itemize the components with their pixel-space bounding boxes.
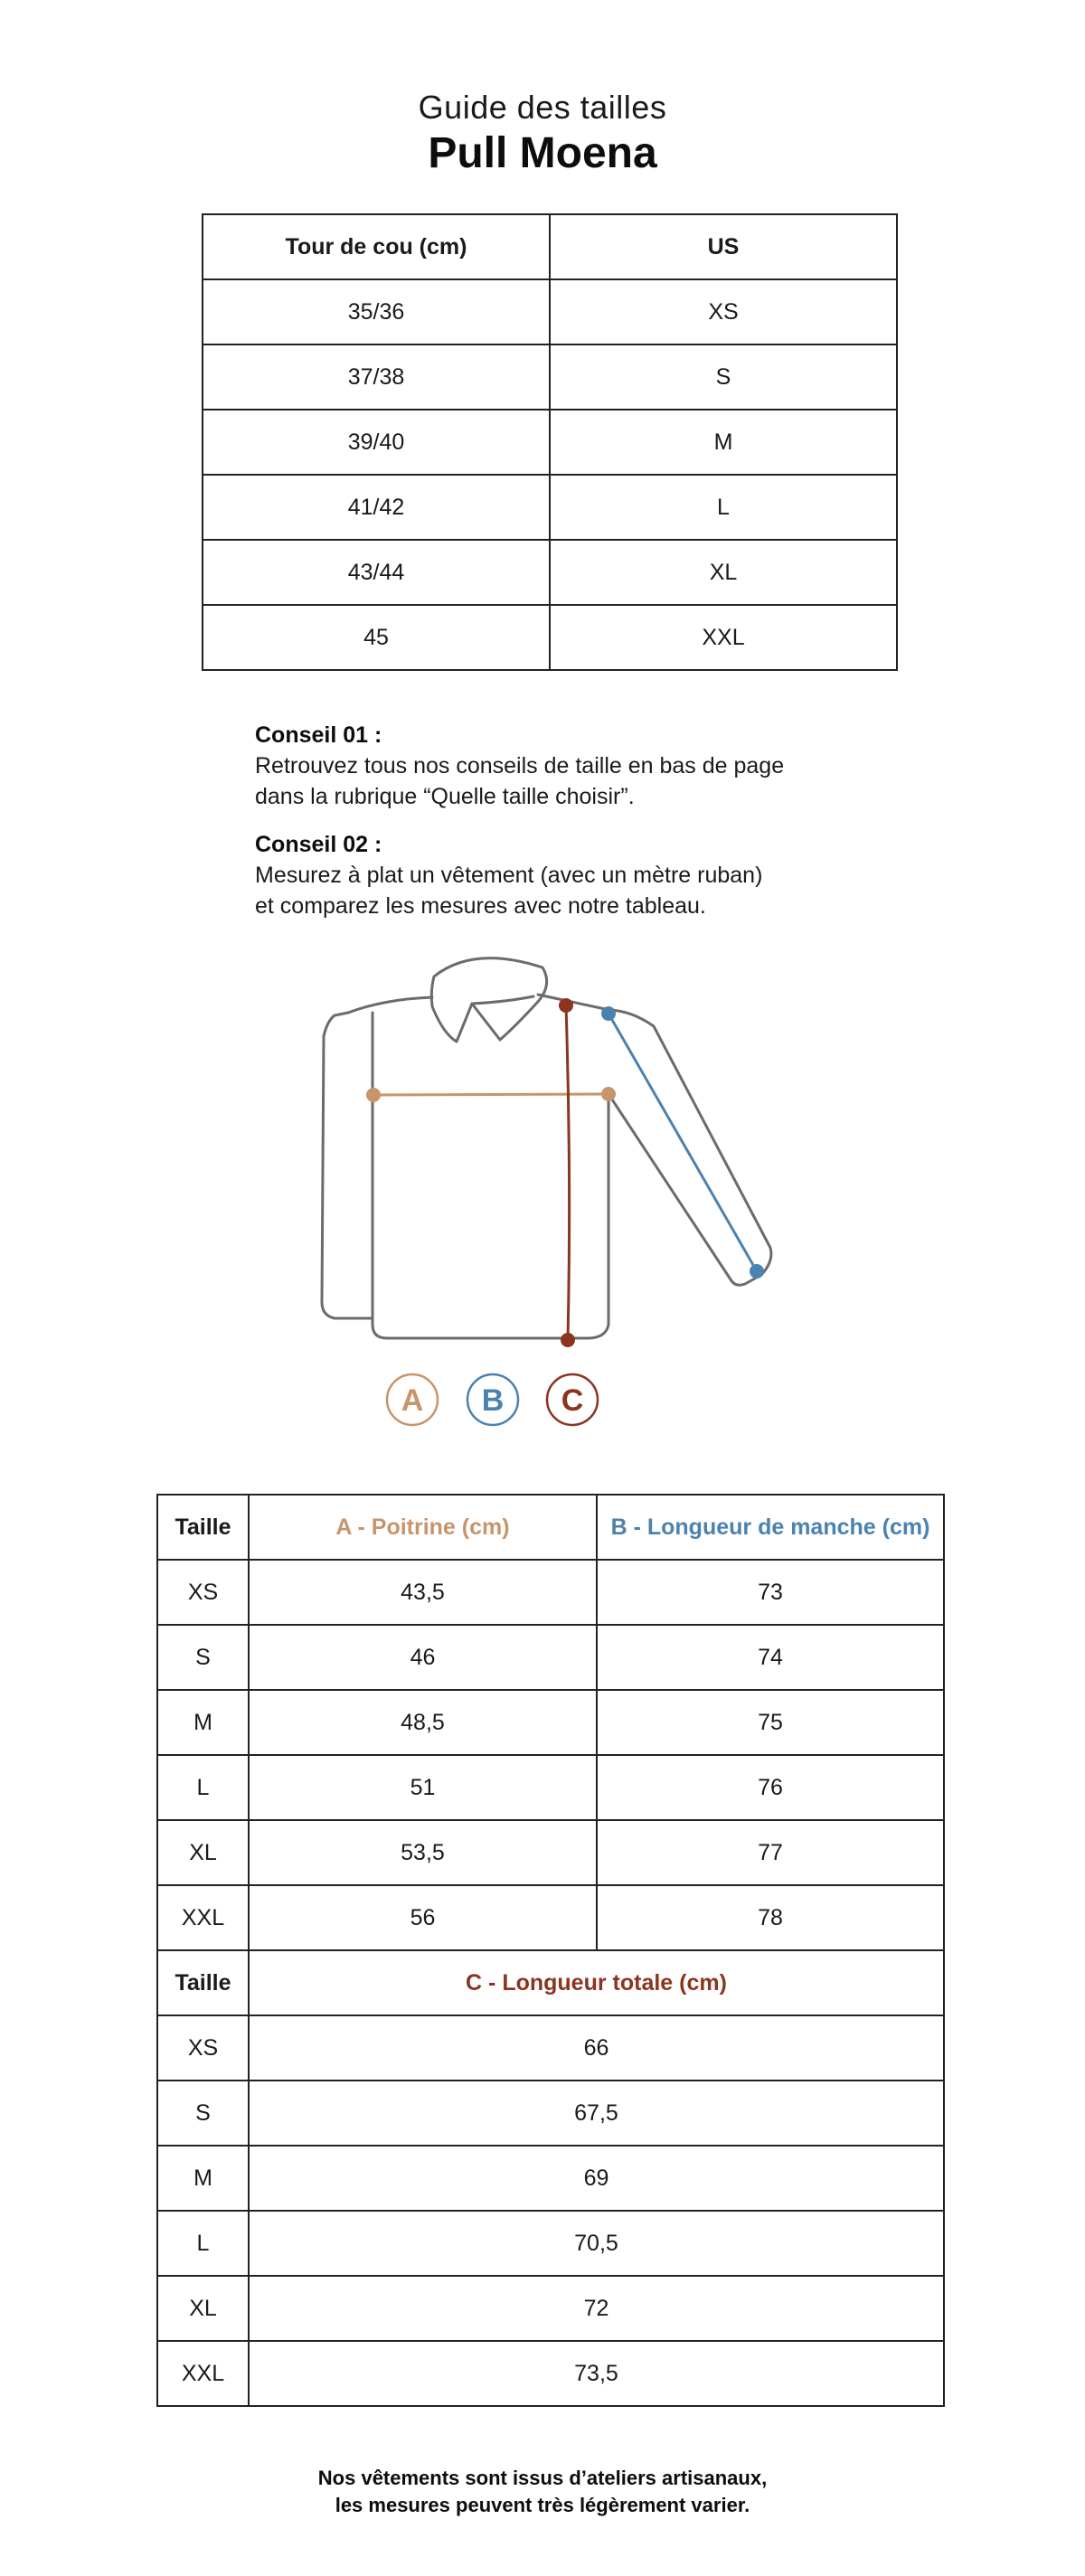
size-cell: XL [157, 1820, 249, 1885]
sleeve-cell: 74 [597, 1625, 944, 1690]
tip-title: Conseil 01 : [255, 722, 382, 748]
chest-cell: 56 [249, 1885, 597, 1950]
total-length-cell: 72 [249, 2276, 944, 2341]
table-row [157, 2341, 944, 2406]
size-cell: XS [157, 1560, 249, 1625]
sweater-measurement-diagram [307, 940, 778, 1447]
sweater-outline [322, 958, 771, 1338]
us-cell: XS [550, 279, 897, 344]
table-row [157, 2081, 944, 2146]
table-row [203, 540, 897, 605]
size-cell: S [157, 1625, 249, 1690]
table-row [157, 2146, 944, 2211]
tip-title: Conseil 02 : [255, 832, 382, 857]
chest-header: A - Poitrine (cm) [249, 1495, 597, 1560]
total-length-cell: 69 [249, 2146, 944, 2211]
measurement-table [156, 1494, 945, 2407]
chest-cell: 48,5 [249, 1690, 597, 1755]
size-cell: XS [157, 2015, 249, 2081]
neck-cell: 37/38 [203, 344, 550, 410]
size-cell: XXL [157, 1885, 249, 1950]
footer-line: Nos vêtements sont issus d’ateliers artisanaux, [317, 2467, 768, 2489]
total-length-cell: 67,5 [249, 2081, 944, 2146]
chest-cell: 51 [249, 1755, 597, 1820]
sleeve-cell: 78 [597, 1885, 944, 1950]
us-cell: XXL [550, 605, 897, 670]
tip-text: Retrouvez tous nos conseils de taille en bas de page [255, 753, 785, 778]
total-length-cell: 73,5 [249, 2341, 944, 2406]
size-cell: XXL [157, 2341, 249, 2406]
table-row [203, 605, 897, 670]
sleeve-cell: 75 [597, 1690, 944, 1755]
size-cell: XL [157, 2276, 249, 2341]
table-row [157, 1820, 944, 1885]
table-header-row [203, 214, 897, 279]
size-cell: L [157, 2211, 249, 2276]
measure-c-total-length [559, 998, 575, 1347]
table-header-row [157, 1950, 944, 2015]
legend-label-a: A [401, 1383, 424, 1418]
size-cell: L [157, 1755, 249, 1820]
neck-cell: 35/36 [203, 279, 550, 344]
chest-cell: 53,5 [249, 1820, 597, 1885]
footer-line: les mesures peuvent très légèrement varier. [335, 2494, 750, 2516]
tip-text: et comparez les mesures avec notre tableau. [255, 893, 706, 919]
tip-1 [255, 720, 888, 812]
sleeve-cell: 77 [597, 1820, 944, 1885]
chest-cell: 43,5 [249, 1560, 597, 1625]
legend-badge-a [387, 1374, 438, 1425]
table-row [157, 1625, 944, 1690]
table-row [157, 1755, 944, 1820]
table-row [157, 1885, 944, 1950]
tip-2 [255, 829, 888, 921]
neck-cell: 45 [203, 605, 550, 670]
total-length-cell: 70,5 [249, 2211, 944, 2276]
table-row [203, 410, 897, 475]
us-cell: M [550, 410, 897, 475]
guide-subtitle: Guide des tailles [418, 89, 667, 126]
table-row [203, 344, 897, 410]
us-cell: XL [550, 540, 897, 605]
total-length-header: C - Longueur totale (cm) [249, 1950, 944, 2015]
table-row [157, 1560, 944, 1625]
table-row [157, 1690, 944, 1755]
size-cell: S [157, 2081, 249, 2146]
size-cell: M [157, 1690, 249, 1755]
size-header: Taille [157, 1495, 249, 1560]
us-cell: L [550, 475, 897, 540]
table-row [157, 2015, 944, 2081]
table-row [203, 475, 897, 540]
legend-label-b: B [481, 1383, 505, 1418]
sleeve-cell: 73 [597, 1560, 944, 1625]
measure-a-chest [366, 1087, 616, 1102]
legend-label-c: C [561, 1383, 584, 1418]
table-row [157, 2211, 944, 2276]
us-header: US [550, 214, 897, 279]
measure-b-sleeve [601, 1006, 764, 1279]
tip-text: dans la rubrique “Quelle taille choisir”. [255, 784, 635, 809]
neck-size-table [202, 213, 898, 671]
sleeve-cell: 76 [597, 1755, 944, 1820]
sleeve-header: B - Longueur de manche (cm) [597, 1495, 944, 1560]
tip-text: Mesurez à plat un vêtement (avec un mètre ruban) [255, 863, 763, 888]
total-length-cell: 66 [249, 2015, 944, 2081]
neck-cell: 41/42 [203, 475, 550, 540]
table-row [203, 279, 897, 344]
table-header-row [157, 1495, 944, 1560]
footer-note [0, 2465, 1085, 2519]
us-cell: S [550, 344, 897, 410]
legend-badge-c [547, 1374, 598, 1425]
chest-cell: 46 [249, 1625, 597, 1690]
neck-cell: 43/44 [203, 540, 550, 605]
size-header: Taille [157, 1950, 249, 2015]
table-row [157, 2276, 944, 2341]
size-cell: M [157, 2146, 249, 2211]
neck-cell: 39/40 [203, 410, 550, 475]
legend-badge-b [467, 1374, 518, 1425]
page-title: Pull Moena [428, 129, 657, 177]
neck-header: Tour de cou (cm) [203, 214, 550, 279]
